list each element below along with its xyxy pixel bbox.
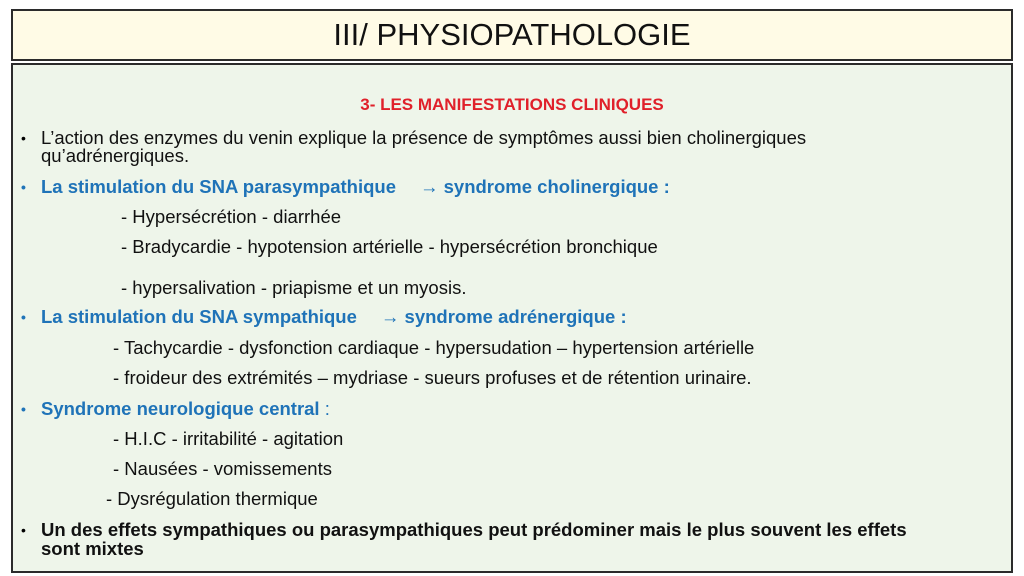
bullet-intro: • [21,130,26,146]
sympathetic-label: La stimulation du SNA sympathique [41,306,357,327]
intro-line-2: qu’adrénergiques. [41,145,190,166]
section-subtitle: 3- LES MANIFESTATIONS CLINIQUES [360,95,664,114]
parasympathetic-result: → syndrome cholinergique : [419,176,670,197]
central-colon: : [319,398,330,419]
sympathetic-heading [41,307,627,327]
parasympathetic-heading [41,177,670,197]
sympathetic-item-1: - Tachycardie - dysfonction cardiaque - hypersudation – hypertension artérielle [113,337,755,358]
sympathetic-result: → syndrome adrénergique : [380,306,627,327]
slide-title: III/ PHYSIOPATHOLOGIE [11,9,1013,61]
slide-content [11,63,1013,573]
bullet-sympathetic: • [21,309,26,325]
central-label: Syndrome neurologique central [41,398,320,419]
parasympathetic-item-3: - hypersalivation - priapisme et un myosis. [121,277,467,298]
parasympathetic-item-2: - Bradycardie - hypotension artérielle - hypersécrétion bronchique [121,236,658,257]
bullet-conclusion: • [21,522,26,538]
conclusion-line-2: sont mixtes [41,538,144,559]
sympathetic-item-2: - froideur des extrémités – mydriase - sueurs profuses et de rétention urinaire. [113,367,752,388]
central-item-1: - H.I.C - irritabilité - agitation [113,428,344,449]
bullet-central: • [21,401,26,417]
parasympathetic-item-1: - Hypersécrétion - diarrhée [121,206,342,227]
parasympathetic-label: La stimulation du SNA parasympathique [41,176,396,197]
central-item-3: - Dysrégulation thermique [106,488,318,509]
intro-line-1: L’action des enzymes du venin explique la présence de symptômes aussi bien cholinergiques [41,127,807,148]
conclusion-line-1: Un des effets sympathiques ou parasympathiques peut prédominer mais le plus souvent les effets [41,519,907,540]
bullet-parasympathetic: • [21,179,26,195]
central-item-2: - Nausées - vomissements [113,458,332,479]
central-heading [41,399,330,419]
